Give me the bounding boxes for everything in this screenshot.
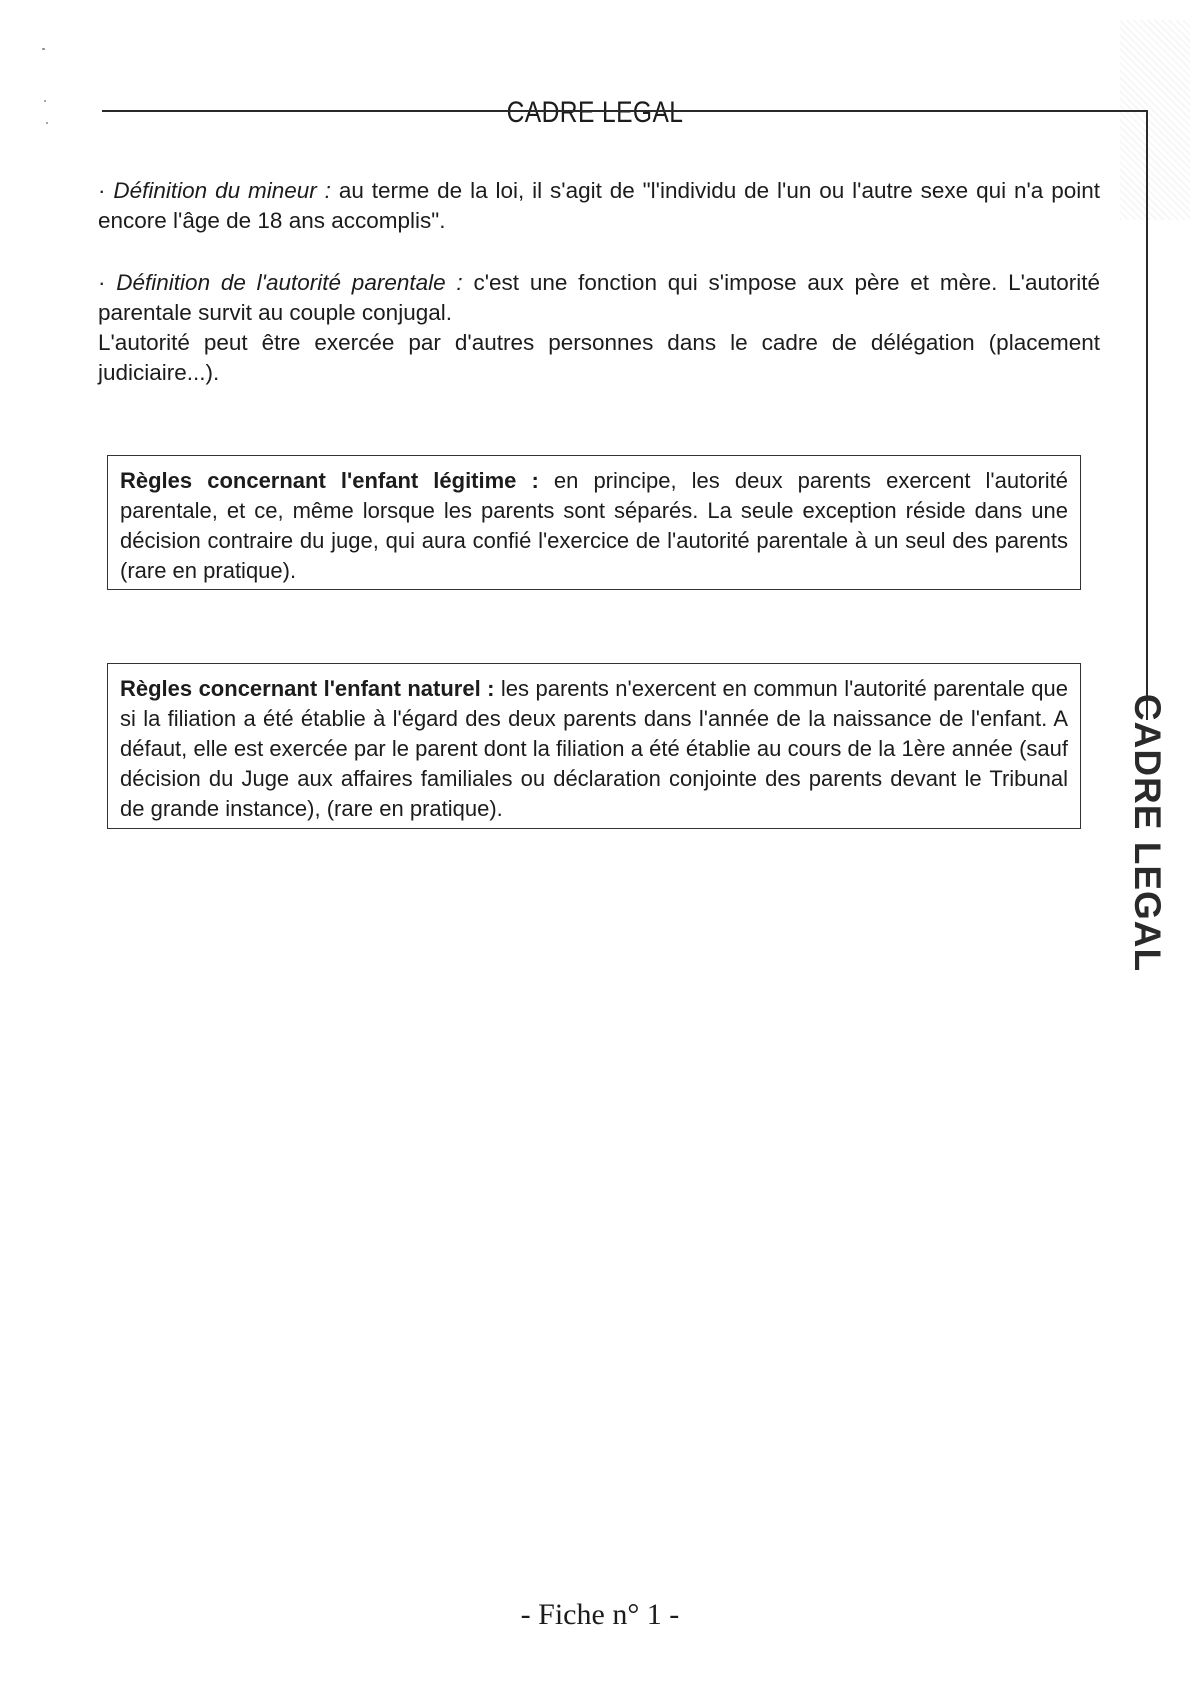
scan-speck [42,48,45,50]
definition-text: c'est une fonction qui s'impose aux père et mère. L'autorité parentale survit au couple conjugal. [98,270,1101,325]
rule-label: Règles concernant l'enfant légitime : [120,468,539,493]
bullet: · [98,270,117,295]
side-rule [1146,122,1148,720]
side-tab-label [1123,693,1171,973]
scan-speck [44,100,46,102]
title-rule [102,110,1148,112]
side-rule-top [1146,110,1148,122]
definition-minor [98,176,1100,236]
rule-label: Règles concernant l'enfant naturel : [120,676,495,701]
side-tab-text: CADRE LEGAL [1127,693,1168,973]
rule-text: les parents n'exercent en commun l'autorité parentale que si la filiation a été établie à l'égard des deux parents dans l'année de la naissance de l'enfant. A défaut, elle est exercée par le parent dont la filiation a été établie au cours de la 1ère année (sauf décision du Juge aux affaires familiales ou déclaration conjointe des parents devant le Tribunal de grande instance), (rare en pratique). [120,676,1068,821]
definition-text: au terme de la loi, il s'agit de "l'individu de l'un ou l'autre sexe qui n'a point encore l'âge de 18 ans accomplis". [98,178,1101,233]
definition-parental-authority [98,268,1100,388]
bullet: · [98,178,114,203]
scan-speck [46,122,48,124]
definition-text-continued: L'autorité peut être exercée par d'autres personnes dans le cadre de délégation (placement judiciaire...). [98,330,1100,385]
scan-grain [1120,20,1190,220]
rule-text: en principe, les deux parents exercent l'autorité parentale, et ce, même lorsque les parents sont séparés. La seule exception réside dans une décision contraire du juge, qui aura confié l'exercice de l'autorité parentale à un seul des parents (rare en pratique). [120,468,1069,583]
rule-box-natural-child [107,663,1081,829]
page-footer: - Fiche n° 1 - [520,1598,680,1631]
definition-term: Définition du mineur : [113,178,331,203]
definition-term: Définition de l'autorité parentale : [116,270,463,295]
rule-box-legitimate-child [107,455,1081,590]
page-title: CADRE LEGAL [506,96,684,130]
